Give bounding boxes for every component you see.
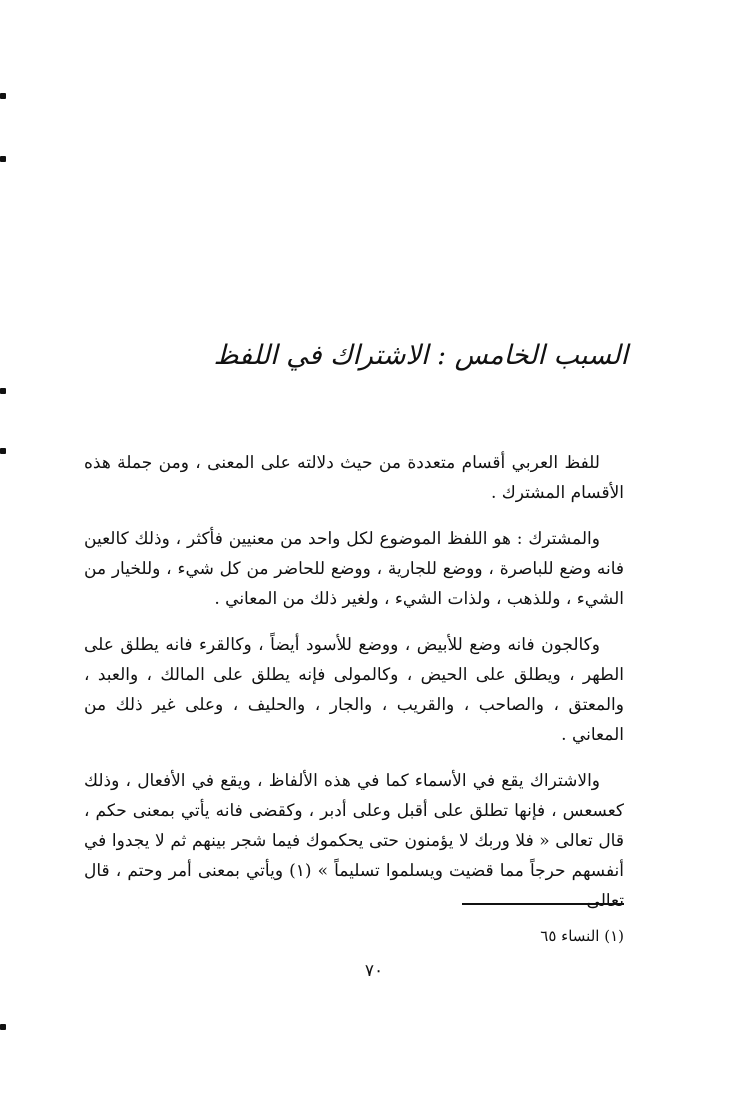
footnote-divider <box>462 903 624 905</box>
margin-mark <box>0 448 6 454</box>
paragraph-verbs: والاشتراك يقع في الأسماء كما في هذه الألفاظ ، ويقع في الأفعال ، وذلك كعسعس ، فإنها تطلق على أقبل وعلى أدبر ، وكقضى فانه يأتي بمعنى حكم ، قال تعالى « فلا وربك لا يؤمنون حتى يحكموك فيما شجر بينهم ثم لا يجدوا في أنفسهم حرجاً مما قضيت ويسلموا تسليماً » (١) ويأتي بمعنى أمر وحتم ، قال تعالى <box>84 771 625 911</box>
section-heading: السبب الخامس : الاشتراك في اللفظ <box>213 340 628 371</box>
paragraph-examples: وكالجون فانه وضع للأبيض ، ووضع للأسود أيضاً ، وكالقرء فانه يطلق على الطهر ، ويطلق على الحيض ، وكالمولى فإنه يطلق على المالك ، والعبد ، والمعتق ، والصاحب ، والقريب ، والجار ، والحليف ، وعلى غير ذلك من المعاني . <box>84 635 624 745</box>
paragraph-intro: للفظ العربي أقسام متعددة من حيث دلالته على المعنى ، ومن جملة هذه الأقسام المشترك . <box>84 453 624 503</box>
margin-mark <box>0 1024 6 1030</box>
margin-mark <box>0 156 6 162</box>
paragraph-definition: والمشترك : هو اللفظ الموضوع لكل واحد من معنيين فأكثر ، وذلك كالعين فانه وضع للباصرة ، ووضع للجارية ، ووضع للحاضر من كل شيء ، وللخيار من الشيء ، وللذهب ، ولذات الشيء ، ولغير ذلك من المعاني . <box>84 529 624 609</box>
body-text <box>84 448 624 932</box>
footnote: (١) النساء ٦٥ <box>540 927 624 945</box>
page-number: ٧٠ <box>364 961 384 981</box>
margin-mark <box>0 388 6 394</box>
margin-mark <box>0 93 6 99</box>
